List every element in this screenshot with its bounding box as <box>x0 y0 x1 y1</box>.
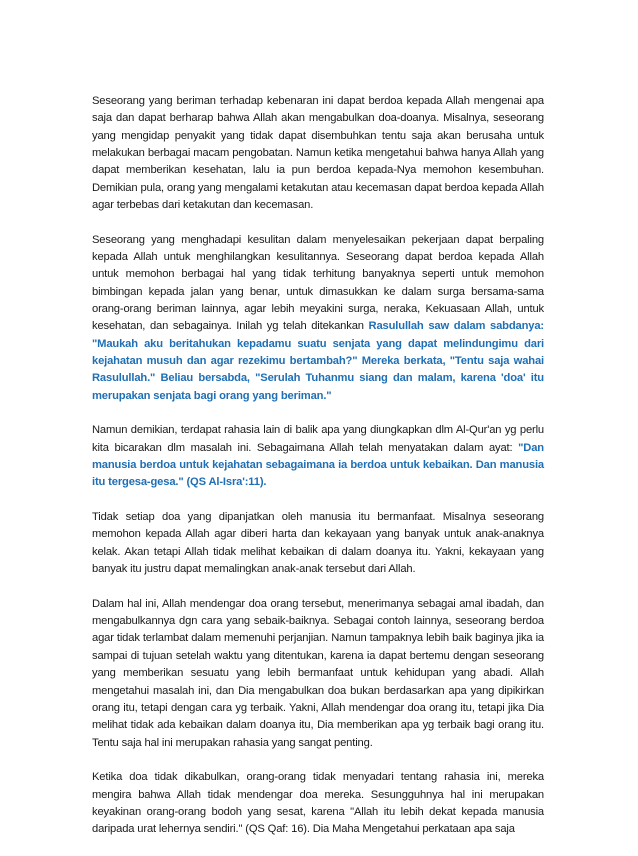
paragraph-1 <box>92 93 544 214</box>
paragraph-3-text: Namun demikian, terdapat rahasia lain di balik apa yang diungkapkan dlm Al-Qur'an yg perlu kita bicarakan dlm masalah ini. Sebagaimana Allah telah menyatakan dalam ayat: <box>92 424 544 454</box>
paragraph-2-highlight: Rasulullah saw dalam sabdanya: "Maukah aku beritahukan kepadamu suatu senjata yang dapat melindungimu dari kejahatan musuh dan agar rezekimu bertambah?" Mereka berkata, "Tentu saja wahai Rasulullah." Beliau bersabda, "Serulah Tuhanmu siang dan malam, karena 'doa' itu merupakan senjata bagi orang yang beriman." <box>92 320 544 402</box>
paragraph-3 <box>92 422 544 491</box>
paragraph-5-text: Dalam hal ini, Allah mendengar doa orang tersebut, menerimanya sebagai amal ibadah, dan mengabulkannya dgn cara yang sebaik-baiknya. Sebagai contoh lainnya, seseorang berdoa agar tidak terlambat dalam memenuhi perjanjian. Namun tampaknya lebih baik baginya jika ia sampai di tujuan setelah waktu yang ditentukan, karena ia dapat bertemu dengan seseorang yang memberikan sesuatu yang lebih bermanfaat untuk kehidupan yang abadi. Allah mengetahui masalah ini, dan Dia mengabulkan doa bukan berdasarkan apa yang dipikirkan orang itu, tetapi dengan cara yg terbaik. Yakni, Allah mendengar doa orang itu, tetapi jika Dia melihat tidak ada kebaikan dalam doanya itu, Dia memberikan apa yg terbaik bagi orang itu. Tentu saja hal ini merupakan rahasia yang sangat penting. <box>92 597 544 749</box>
paragraph-2-text: Seseorang yang menghadapi kesulitan dalam menyelesaikan pekerjaan dapat berpaling kepada Allah untuk menghilangkan kesulitannya. Seseorang dapat berdoa kepada Allah untuk memohon berbagai hal yang tidak terhitung banyaknya seperti untuk memohon bimbingan kepada jalan yang benar, untuk dimasukkan ke dalam surga bersama-sama orang-orang beriman lainnya, agar lebih meyakini surga, neraka, Kekuasaan Allah, untuk kesehatan, dan sebagainya. Inilah yg telah ditekankan <box>92 233 544 333</box>
paragraph-4 <box>92 509 544 578</box>
paragraph-1-text: Seseorang yang beriman terhadap kebenaran ini dapat berdoa kepada Allah mengenai apa saja dan dapat berharap bahwa Allah akan mengabulkan doa-doanya. Misalnya, seseorang yang mengidap penyakit yang tidak dapat disembuhkan tentu saja akan berusaha untuk melakukan berbagai macam pengobatan. Namun ketika mengetahui bahwa hanya Allah yang dapat memberikan kesehatan, lalu ia pun berdoa kepada-Nya memohon kesembuhan. Demikian pula, orang yang mengalami ketakutan atau kecemasan dapat berdoa kepada Allah agar terbebas dari ketakutan dan kecemasan. <box>92 95 544 212</box>
paragraph-2 <box>92 232 544 405</box>
paragraph-3-highlight: "Dan manusia berdoa untuk kejahatan sebagaimana ia berdoa untuk kebaikan. Dan manusia itu tergesa-gesa." (QS Al-Isra':11). <box>92 441 544 489</box>
paragraph-6-text: Ketika doa tidak dikabulkan, orang-orang tidak menyadari tentang rahasia ini, mereka mengira bahwa Allah tidak mendengar doa mereka. Sesungguhnya hal ini merupakan keyakinan orang-orang bodoh yang sesat, karena "Allah itu lebih dekat kepada manusia daripada urat lehernya sendiri." (QS Qaf: 16). Dia Maha Mengetahui perkataan apa saja <box>92 771 544 836</box>
paragraph-4-text: Tidak setiap doa yang dipanjatkan oleh manusia itu bermanfaat. Misalnya seseorang memohon kepada Allah agar diberi harta dan kekayaan yang banyak untuk anak-anaknya kelak. Akan tetapi Allah tidak melihat kebaikan di dalam doanya itu. Yakni, kekayaan yang banyak itu justru dapat memalingkan anak-anak tersebut dari Allah. <box>92 511 544 576</box>
document-page <box>92 93 544 856</box>
paragraph-5 <box>92 596 544 752</box>
paragraph-6 <box>92 769 544 838</box>
